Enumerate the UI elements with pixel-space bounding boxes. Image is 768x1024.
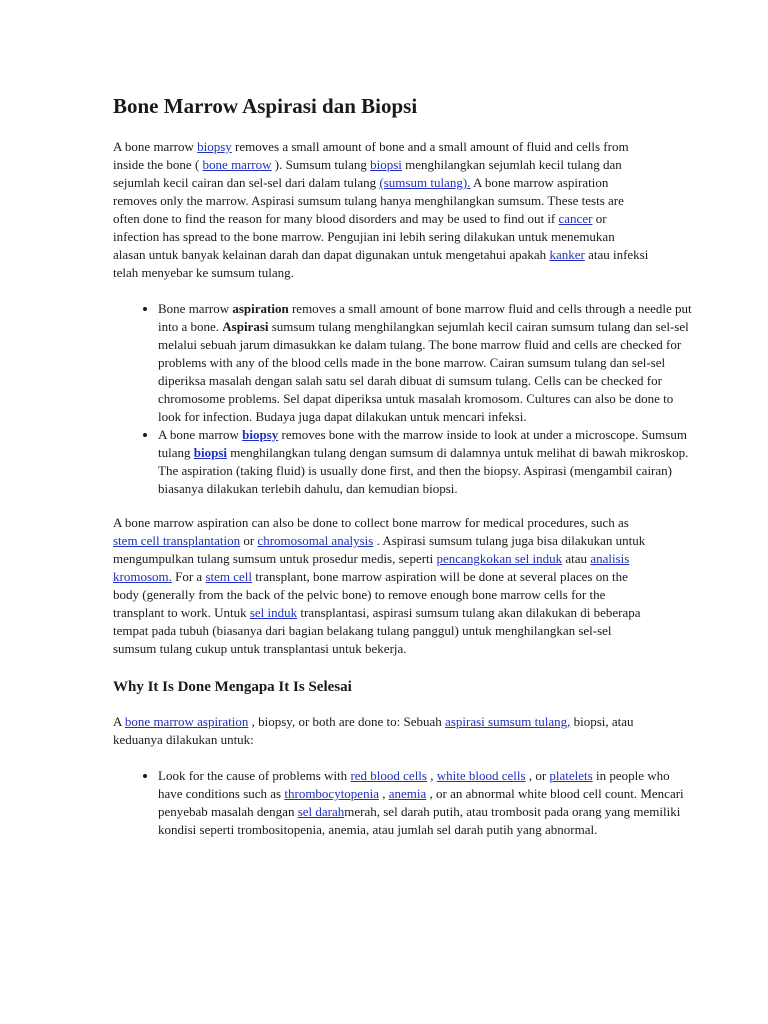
link-biopsy-bold[interactable]: biopsy — [242, 427, 279, 442]
text-span: For a — [171, 569, 206, 584]
link-thrombocytopenia[interactable]: thrombocytopenia — [284, 786, 379, 801]
text-span: atau — [562, 551, 591, 566]
link-analisis-kromosom[interactable]: analisis kromosom. — [113, 551, 630, 584]
text-span: A bone marrow — [113, 139, 198, 154]
text-span: biopsi, atau keduanya dilakukan untuk: — [113, 714, 634, 747]
link-anemia[interactable]: anemia — [388, 786, 427, 801]
link-biopsy[interactable]: biopsy — [197, 139, 232, 154]
link-kanker[interactable]: kanker — [549, 247, 585, 262]
text-span: , biopsy, or both are done to: Sebuah — [248, 714, 446, 729]
bold-term-aspirasi: Aspirasi — [222, 319, 269, 334]
link-stem-cell-transplantation[interactable]: stem cell transplantation — [113, 533, 241, 548]
section-heading: Why It Is Done Mengapa It Is Selesai — [113, 679, 352, 695]
text-span: or — [240, 533, 258, 548]
link-red-blood-cells[interactable]: red blood cells — [350, 768, 427, 783]
text-span: , or — [525, 768, 550, 783]
text-span: removes a small amount of bone marrow fluid and cells through a needle put into a bone. — [158, 301, 692, 334]
text-span: A bone marrow aspiration can also be done to collect bone marrow for medical procedures, such as — [113, 515, 629, 530]
list-item-aspiration — [158, 300, 695, 426]
text-span: , or an abnormal white blood cell count. Mencari penyebab masalah dengan — [158, 786, 684, 819]
text-span: transplantasi, aspirasi sumsum tulang akan dilakukan di beberapa tempat pada tubuh (biasanya dari bagian belakang tulang panggul) untuk menghilangkan sel-sel sumsum tulang cukup untuk transplantasi untuk bekerja. — [113, 605, 641, 656]
text-span: ). Sumsum tulang — [271, 157, 371, 172]
text-span: A bone marrow aspiration removes only the marrow. Aspirasi sumsum tulang hanya menghilangkan sumsum. These tests are often done to find the reason for many blood disorders and may be used to find out if — [113, 175, 624, 226]
text-span: A bone marrow — [158, 427, 243, 442]
text-span: removes a small amount of bone and a small amount of fluid and cells from inside the bone ( — [113, 139, 629, 172]
link-sumsum-tulang[interactable]: (sumsum tulang). — [379, 175, 471, 190]
text-span: in people who have conditions such as — [158, 768, 670, 801]
link-biopsi-bold[interactable]: biopsi — [193, 445, 227, 460]
reasons-list — [113, 767, 695, 839]
text-span: merah, sel darah putih, atau trombosit pada orang yang memiliki kondisi seperti trombositopenia, anemia, atau jumlah sel darah putih yang abnormal. — [158, 804, 681, 837]
procedure-list — [113, 300, 695, 498]
text-span: , — [426, 768, 437, 783]
text-span: transplant, bone marrow aspiration will be done at several places on the body (generally from the back of the pelvic bone) to remove enough bone marrow cells for the transplant to work. Untuk — [113, 569, 628, 620]
text-span: or infection has spread to the bone marrow. Pengujian ini lebih sering dilakukan untuk menemukan alasan untuk banyak kelainan darah dan dapat digunakan untuk mengetahui apakah — [113, 211, 615, 262]
text-span: atau infeksi telah menyebar ke sumsum tulang. — [113, 247, 649, 280]
text-span: removes bone with the marrow inside to look at under a microscope. Sumsum tulang — [158, 427, 687, 460]
link-chromosomal-analysis[interactable]: chromosomal analysis — [257, 533, 374, 548]
text-span: menghilangkan tulang dengan sumsum di dalamnya untuk melihat di bawah mikroskop. The aspiration (taking fluid) is usually done first, and then the biopsy. Aspirasi (mengambil cairan) biasanya dilakukan terlebih dahulu, dan kemudian biopsi. — [158, 445, 689, 496]
link-aspirasi-sumsum-tulang[interactable]: aspirasi sumsum tulang, — [445, 714, 571, 729]
link-platelets[interactable]: platelets — [549, 768, 593, 783]
transplant-paragraph — [113, 514, 650, 658]
link-biopsi[interactable]: biopsi — [370, 157, 402, 172]
intro-paragraph — [113, 138, 650, 282]
bold-term-aspiration: aspiration — [232, 301, 289, 316]
list-item-biopsy — [158, 426, 695, 498]
link-pencangkokan-sel-induk[interactable]: pencangkokan sel induk — [436, 551, 563, 566]
text-span: Bone marrow — [158, 301, 233, 316]
text-span: , — [378, 786, 389, 801]
text-span: sumsum tulang menghilangkan sejumlah kecil cairan sumsum tulang dan sel-sel melalui sebuah jarum dimasukkan ke dalam tulang. The bone marrow fluid and cells are checked for problems with any of the blood cells made in the bone marrow. Cairan sumsum tulang dan sel-sel diperiksa masalah dengan salah satu sel darah dibuat di sumsum tulang. Cells can be checked for chromosome problems. Sel dapat diperiksa untuk masalah kromosom. Cultures can also be done to look for infection. Budaya juga dapat dilakukan untuk mencari infeksi. — [158, 319, 689, 424]
link-cancer[interactable]: cancer — [558, 211, 593, 226]
link-sel-darah[interactable]: sel darah — [297, 804, 345, 819]
link-sel-induk[interactable]: sel induk — [249, 605, 298, 620]
text-span: menghilangkan sejumlah kecil tulang dan sejumlah kecil cairan dan sel-sel dari dalam tulang — [113, 157, 622, 190]
text-span: Look for the cause of problems with — [158, 768, 351, 783]
text-span: A — [113, 714, 125, 729]
link-bone-marrow[interactable]: bone marrow — [202, 157, 272, 172]
text-span: . Aspirasi sumsum tulang juga bisa dilakukan untuk mengumpulkan tulang sumsum untuk prosedur medis, seperti — [113, 533, 646, 566]
list-item-blood-cells — [158, 767, 695, 839]
page-title: Bone Marrow Aspirasi dan Biopsi — [113, 94, 418, 118]
link-bone-marrow-aspiration[interactable]: bone marrow aspiration — [124, 714, 249, 729]
link-white-blood-cells[interactable]: white blood cells — [436, 768, 526, 783]
link-stem-cell[interactable]: stem cell — [205, 569, 253, 584]
reasons-intro-paragraph — [113, 713, 650, 749]
